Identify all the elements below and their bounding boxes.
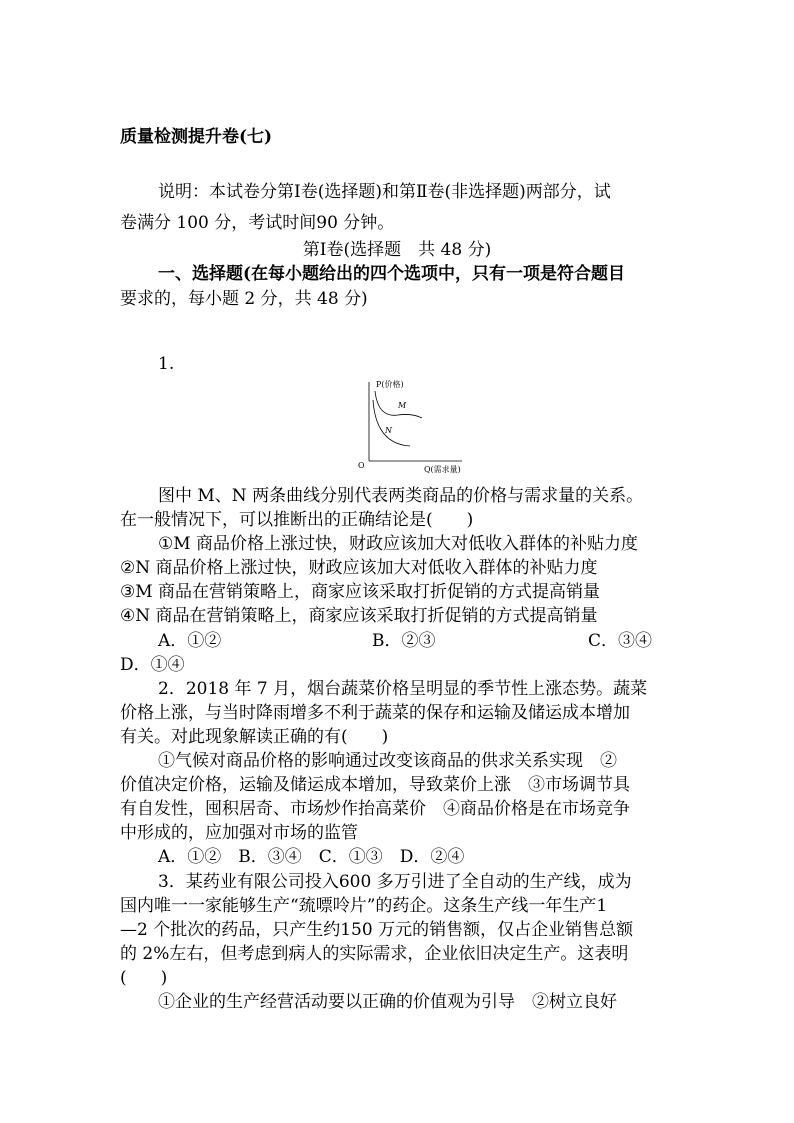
question-1-option-a: A．①②	[158, 631, 222, 651]
question-1-option-d: D．①④	[120, 655, 185, 675]
curve-n-label: N	[385, 426, 392, 435]
question-1-statement-1: ①M 商品价格上涨过快，财政应该加大对低收入群体的补贴力度	[158, 534, 639, 554]
x-axis-label: Q(需求量)	[424, 465, 461, 474]
question-1-statement-4: ④N 商品在营销策略上，商家应该采取打折促销的方式提高销量	[120, 606, 598, 626]
question-3-line-3: —2 个批次的药品，只产生约150 万元的销售额，仅占企业销售总额	[120, 920, 634, 940]
question-2-statement-line-3: 有自发性，囤积居奇、市场炒作抬高菜价 ④商品价格是在市场竞争	[120, 799, 630, 819]
question-3-line-5: ( )	[120, 968, 168, 988]
price-demand-figure	[352, 376, 472, 476]
question-3-line-1: 3．某药业有限公司投入600 多万引进了全自动的生产线，成为	[158, 872, 632, 892]
curve-m-label: M	[398, 401, 407, 410]
question-3-line-2: 国内唯一一家能够生产“巯嘌呤片”的药企。这条生产线一年生产1	[120, 896, 608, 916]
y-axis-label: P(价格)	[376, 380, 404, 389]
question-3-line-4: 的 2%左右，但考虑到病人的实际需求，企业依旧决定生产。这表明	[120, 944, 629, 964]
intro-line-2: 卷满分 100 分，考试时间90 分钟。	[120, 213, 395, 233]
question-1-line-2: 在一般情况下，可以推断出的正确结论是( )	[120, 510, 474, 530]
question-1-statement-2: ②N 商品价格上涨过快，财政应该加大对低收入群体的补贴力度	[120, 558, 598, 578]
question-2-line-3: 有关。对此现象解读正确的有( )	[120, 727, 389, 747]
question-1-option-b: B．②③	[372, 631, 436, 651]
question-2-options: A．①② B．③④ C．①③ D．②④	[158, 847, 465, 867]
origin-label: O	[358, 461, 365, 470]
intro-line-1: 说明：本试卷分第Ⅰ卷(选择题)和第Ⅱ卷(非选择题)两部分，试	[158, 182, 611, 202]
section-heading-line-1: 一、选择题(在每小题给出的四个选项中，只有一项是符合题目	[158, 264, 626, 284]
question-1-statement-3: ③M 商品在营销策略上，商家应该采取打折促销的方式提高销量	[120, 582, 601, 602]
part-heading: 第Ⅰ卷(选择题 共 48 分)	[302, 240, 492, 260]
section-heading-line-2: 要求的，每小题 2 分，共 48 分)	[120, 289, 368, 309]
question-2-statement-line-2: 价值决定价格，运输及储运成本增加，导致菜价上涨 ③市场调节具	[120, 775, 630, 795]
question-1-line-1: 图中 M、N 两条曲线分别代表两类商品的价格与需求量的关系。	[158, 486, 644, 506]
question-2-statement-line-1: ①气候对商品价格的影响通过改变该商品的供求关系实现 ②	[158, 751, 617, 771]
question-2-line-1: 2．2018 年 7 月，烟台蔬菜价格呈明显的季节性上涨态势。蔬菜	[158, 679, 648, 699]
question-2-line-2: 价格上涨，与当时降雨增多不利于蔬菜的保存和运输及储运成本增加	[120, 703, 630, 723]
question-1-option-c: C．③④	[588, 631, 653, 651]
question-3-statement-line-1: ①企业的生产经营活动要以正确的价值观为引导 ②树立良好	[158, 992, 617, 1012]
question-1-number: 1.	[158, 354, 175, 374]
question-2-statement-line-4: 中形成的，应加强对市场的监管	[120, 823, 358, 843]
page-title: 质量检测提升卷(七)	[120, 127, 273, 147]
